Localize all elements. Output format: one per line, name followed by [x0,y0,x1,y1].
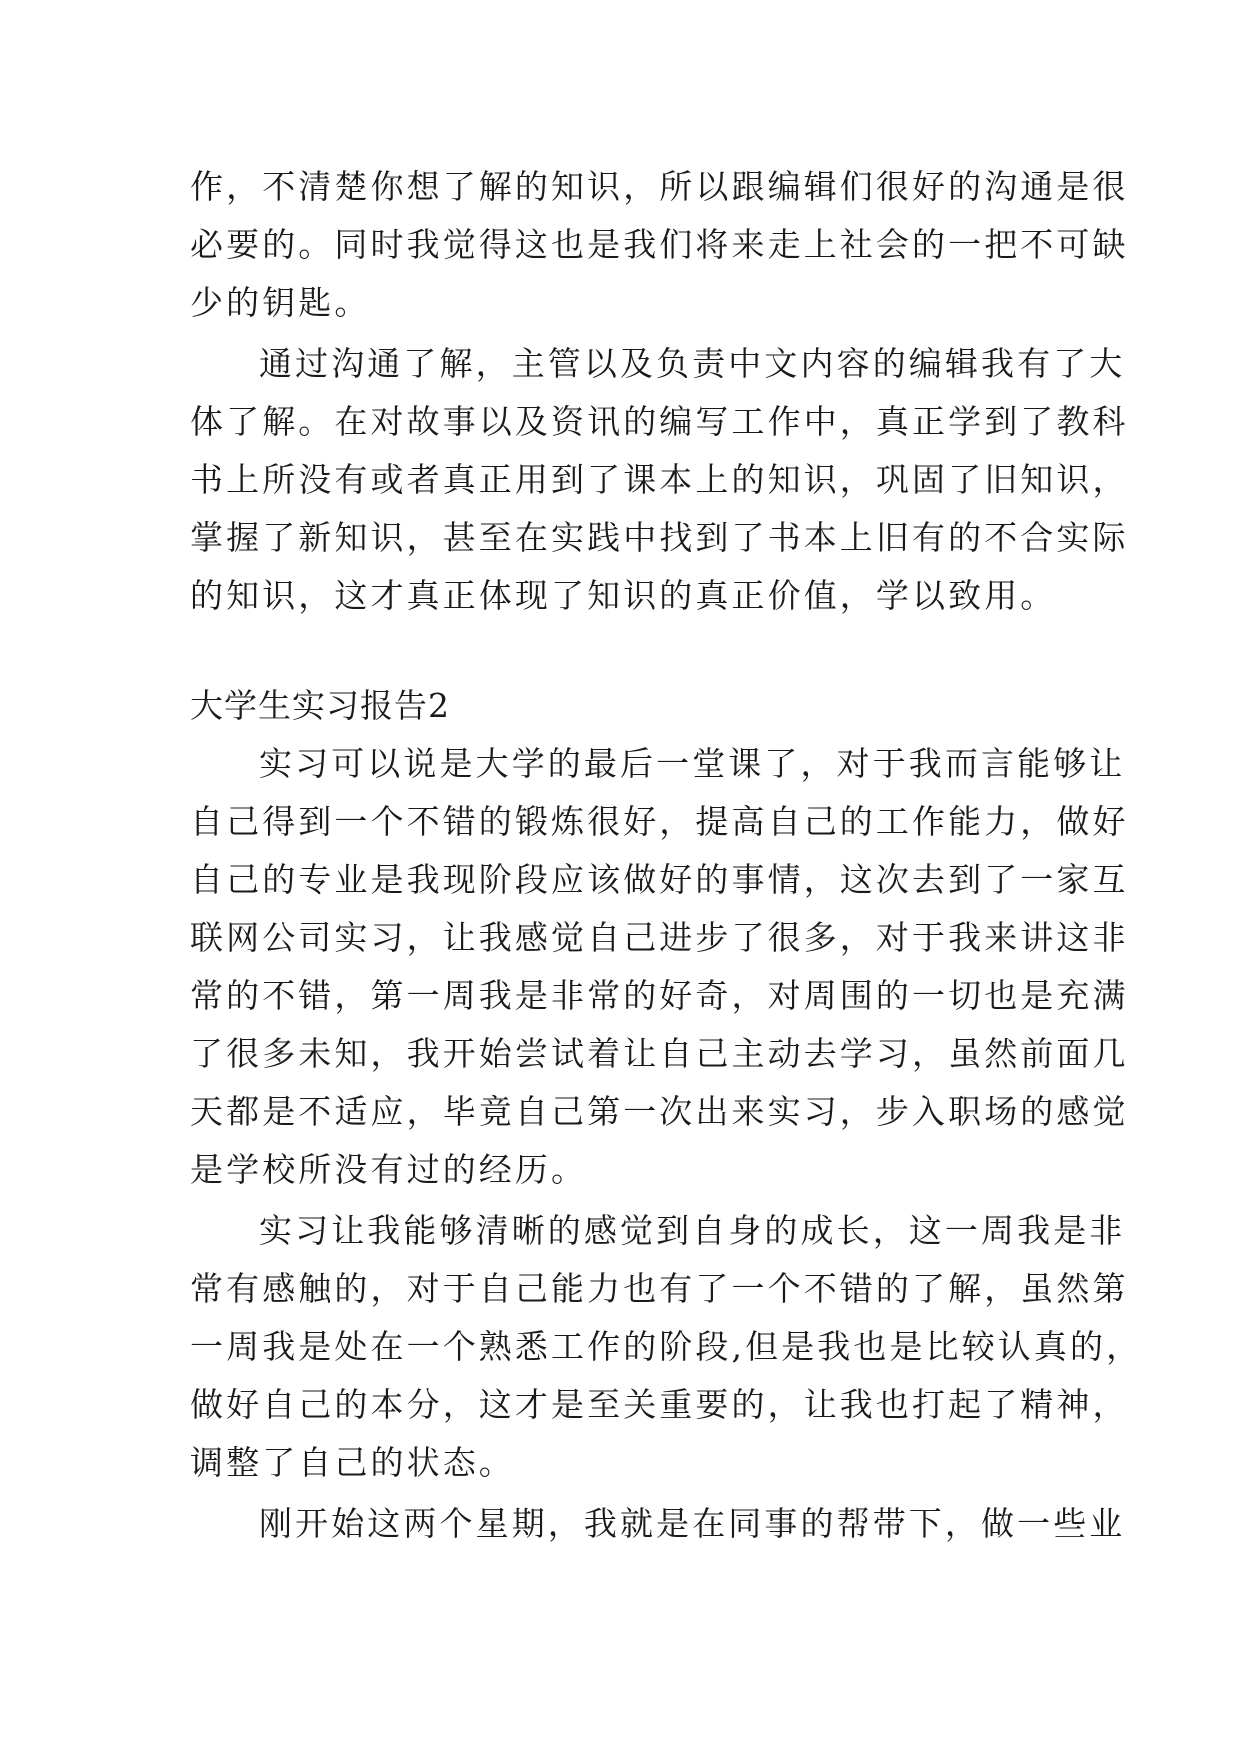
paragraph-internship-intro [190,735,1129,1199]
text-line: 自己得到一个不错的锻炼很好，提高自己的工作能力，做好 [190,802,1129,841]
document-body [190,158,1143,1553]
text-line: 通过沟通了解，主管以及负责中文内容的编辑我有了大 [259,344,1126,383]
text-line: 是学校所没有过的经历。 [190,1150,588,1189]
text-line: 实习可以说是大学的最后一堂课了，对于我而言能够让 [259,744,1126,783]
text-line: 实习让我能够清晰的感觉到自身的成长，这一周我是非 [259,1211,1126,1250]
text-line: 调整了自己的状态。 [190,1443,515,1482]
section-heading: 大学生实习报告2 [190,686,450,725]
text-line: 常的不错，第一周我是非常的好奇，对周围的一切也是充满 [190,976,1129,1015]
text-line: 的知识，这才真正体现了知识的真正价值，学以致用。 [190,576,1057,615]
paragraph-growth [190,1202,1143,1492]
paragraph-continuation [190,158,1129,332]
text-line: 天都是不适应，毕竟自己第一次出来实习，步入职场的感觉 [190,1092,1129,1131]
text-line: 了很多未知，我开始尝试着让自己主动去学习，虽然前面几 [190,1034,1129,1073]
text-line: 常有感触的，对于自己能力也有了一个不错的了解，虽然第 [190,1269,1129,1308]
paragraph-first-weeks [190,1495,1126,1553]
text-line: 必要的。同时我觉得这也是我们将来走上社会的一把不可缺 [190,225,1129,264]
text-line: 书上所没有或者真正用到了课本上的知识，巩固了旧知识， [190,460,1129,499]
text-line: 少的钥匙。 [190,283,371,322]
paragraph-communication [190,335,1129,625]
text-line: 体了解。在对故事以及资讯的编写工作中，真正学到了教科 [190,402,1129,441]
text-line: 作，不清楚你想了解的知识，所以跟编辑们很好的沟通是很 [190,167,1129,206]
text-line: 自己的专业是我现阶段应该做好的事情，这次去到了一家互 [190,860,1129,899]
text-line: 刚开始这两个星期，我就是在同事的帮带下，做一些业 [259,1504,1126,1543]
text-line: 一周我是处在一个熟悉工作的阶段,但是我也是比较认真的， [190,1327,1143,1366]
text-line: 掌握了新知识，甚至在实践中找到了书本上旧有的不合实际 [190,518,1129,557]
text-line: 联网公司实习，让我感觉自己进步了很多，对于我来讲这非 [190,918,1129,957]
text-line: 做好自己的本分，这才是至关重要的，让我也打起了精神， [190,1385,1129,1424]
